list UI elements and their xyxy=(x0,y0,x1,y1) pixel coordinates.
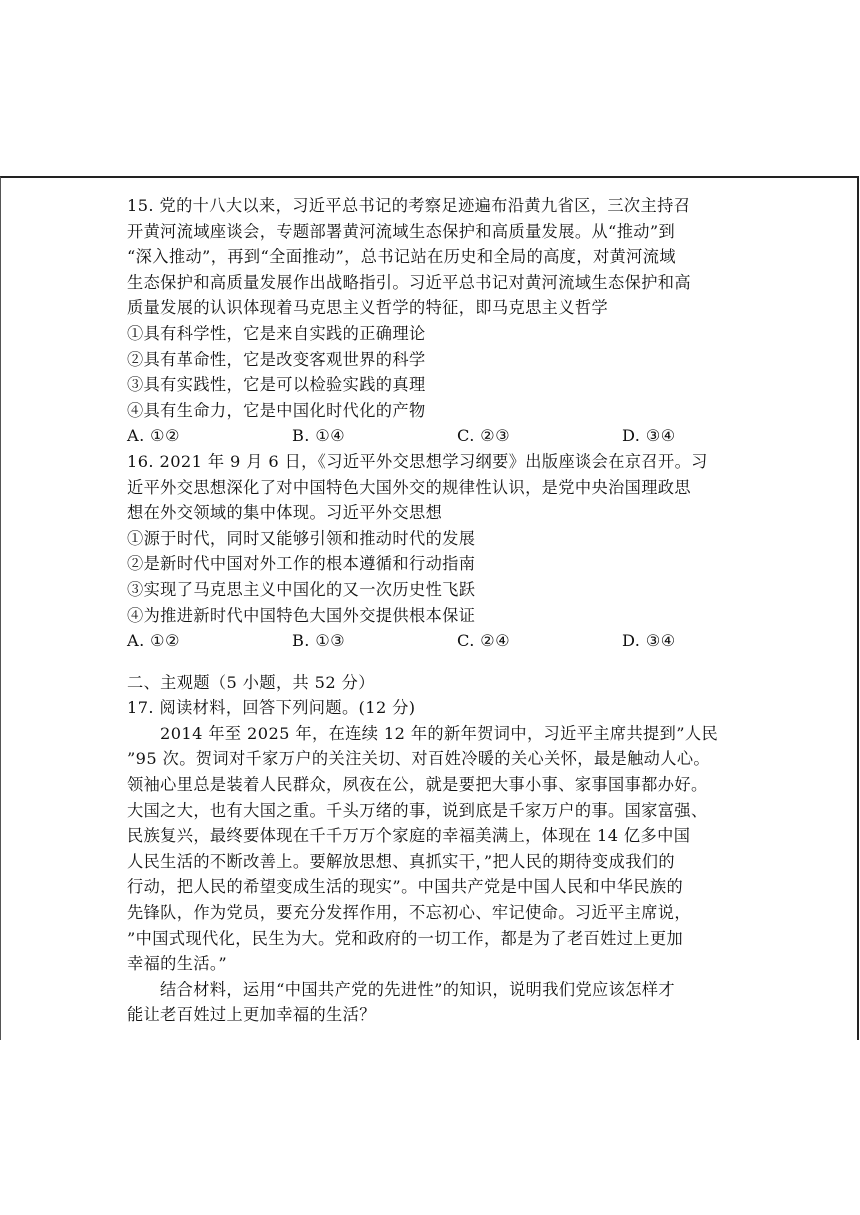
q15-option-a: A. ①② xyxy=(127,426,181,446)
q16-item: ④为推进新时代中国特色大国外交提供根本保证 xyxy=(127,605,476,625)
q15-item: ②具有革命性，它是改变客观世界的科学 xyxy=(127,349,426,369)
question-17 xyxy=(127,695,787,1028)
question-16 xyxy=(127,449,787,654)
q15-options xyxy=(127,423,787,449)
question-15 xyxy=(127,193,787,449)
q17-material-line: 先锋队，作为党员，要充分发挥作用，不忘初心、牢记使命。习近平主席说， xyxy=(127,903,691,923)
exam-content xyxy=(127,193,787,1028)
q16-option-a: A. ①② xyxy=(127,631,181,651)
q16-option-d: D. ③④ xyxy=(622,631,676,651)
section-heading: 二、主观题（5 小题，共 52 分） xyxy=(127,672,375,692)
q17-question-line: 结合材料，运用“中国共产党的先进性”的知识，说明我们党应该怎样才 xyxy=(160,979,675,999)
q15-stem-line: 生态保护和高质量发展作出战略指引。习近平总书记对黄河流域生态保护和高 xyxy=(127,272,691,292)
q16-stem-line: 想在外交领域的集中体现。习近平外交思想 xyxy=(127,503,443,523)
q17-question-line: 能让老百姓过上更加幸福的生活？ xyxy=(127,1005,376,1025)
q17-material-line: ”中国式现代化，民生为大。党和政府的一切工作，都是为了老百姓过上更加 xyxy=(127,928,684,948)
q16-option-c: C. ②④ xyxy=(457,631,511,651)
q15-option-d: D. ③④ xyxy=(622,426,676,446)
q17-material-line: ”95 次。贺词对千家万户的关注关切、对百姓冷暖的关心关怀，最是触动人心。 xyxy=(127,749,711,769)
q16-stem-line: 16. 2021 年 9 月 6 日，《习近平外交思想学习纲要》出版座谈会在京召开。习 xyxy=(127,451,708,471)
q17-material-line: 幸福的生活。” xyxy=(127,954,228,974)
q15-item: ④具有生命力，它是中国化时代化的产物 xyxy=(127,400,426,420)
q17-material-line: 大国之大，也有大国之重。千头万绪的事，说到底是千家万户的事。国家富强、 xyxy=(127,800,708,820)
q16-option-b: B. ①③ xyxy=(292,631,346,651)
q17-material-line: 领袖心里总是装着人民群众，夙夜在公，就是要把大事小事、家事国事都办好。 xyxy=(127,775,708,795)
q15-stem-line: “深入推动”，再到“全面推动”，总书记站在历史和全局的高度，对黄河流域 xyxy=(127,247,676,267)
q17-material-line: 行动，把人民的希望变成生活的现实”。中国共产党是中国人民和中华民族的 xyxy=(127,877,684,897)
q15-option-c: C. ②③ xyxy=(457,426,511,446)
q16-stem-line: 近平外交思想深化了对中国特色大国外交的规律性认识，是党中央治国理政思 xyxy=(127,477,691,497)
q15-stem-line: 开黄河流域座谈会，专题部署黄河流域生态保护和高质量发展。从“推动”到 xyxy=(127,221,676,241)
q16-item: ②是新时代中国对外工作的根本遵循和行动指南 xyxy=(127,554,476,574)
q15-stem-line: 质量发展的认识体现着马克思主义哲学的特征，即马克思主义哲学 xyxy=(127,298,609,318)
q15-item: ①具有科学性，它是来自实践的正确理论 xyxy=(127,323,426,343)
q17-title: 17. 阅读材料，回答下列问题。(12 分) xyxy=(127,698,416,718)
q16-item: ①源于时代，同时又能够引领和推动时代的发展 xyxy=(127,528,476,548)
q17-material-line: 人民生活的不断改善上。要解放思想、真抓实干，”把人民的期待变成我们的 xyxy=(127,851,675,871)
q16-options xyxy=(127,628,787,654)
q15-stem-line: 15. 党的十八大以来，习近平总书记的考察足迹遍布沿黄九省区，三次主持召 xyxy=(127,196,691,215)
q16-item: ③实现了马克思主义中国化的又一次历史性飞跃 xyxy=(127,579,476,599)
q17-material-line: 民族复兴，最终要体现在千千万万个家庭的幸福美满上，体现在 14 亿多中国 xyxy=(127,826,691,846)
q15-option-b: B. ①④ xyxy=(292,426,346,446)
q15-item: ③具有实践性，它是可以检验实践的真理 xyxy=(127,375,426,395)
q17-material-line: 2014 年至 2025 年，在连续 12 年的新年贺词中，习近平主席共提到”人民 xyxy=(160,723,719,743)
